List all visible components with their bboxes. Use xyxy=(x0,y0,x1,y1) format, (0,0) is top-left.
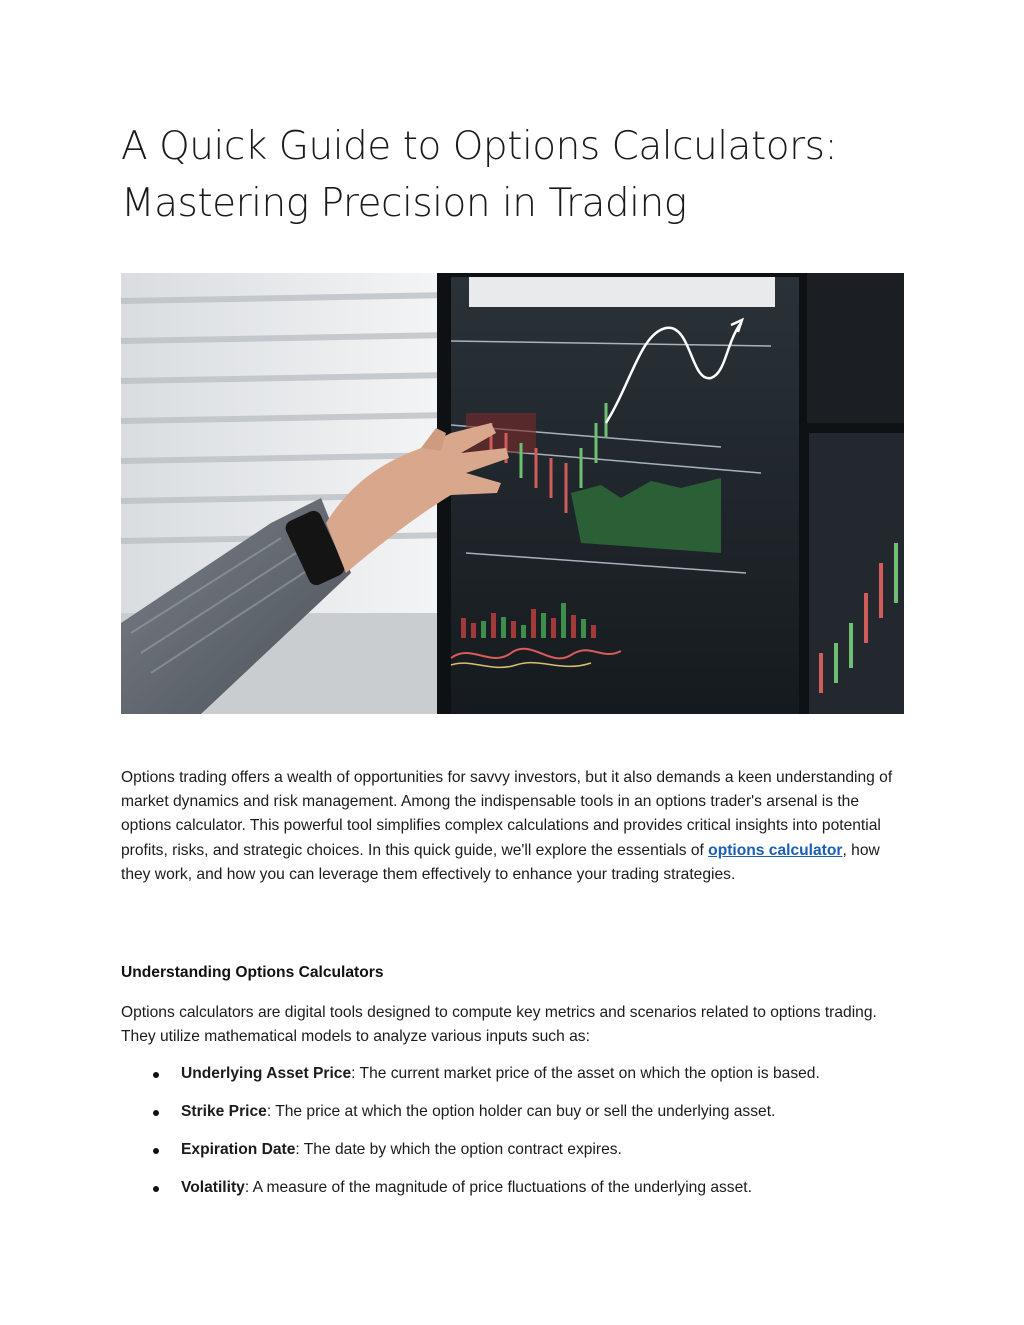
title-line-2: Mastering Precision in Trading xyxy=(121,181,687,226)
list-item-desc: : The date by which the option contract expires. xyxy=(295,1141,622,1158)
list-item-term: Strike Price xyxy=(181,1103,267,1120)
hero-image xyxy=(121,273,904,714)
list-item-term: Expiration Date xyxy=(181,1141,296,1158)
bullet-icon xyxy=(153,1072,159,1078)
intro-text-before-link: Options trading offers a wealth of opportunities for savvy investors, but it also demands a keen understanding of market dynamics and risk management. Among the indispensable tools in an options trader's arsenal is the options calculator. This powerful tool simplifies complex calculations and provides critical insights into potential profits, risks, and strategic choices. In this quick guide, we'll explore the essentials of xyxy=(121,769,893,859)
list-item xyxy=(121,1176,911,1214)
intro-paragraph xyxy=(121,766,911,887)
list-item xyxy=(121,1138,911,1176)
inputs-list xyxy=(121,1062,911,1214)
page-title xyxy=(121,118,921,232)
list-item xyxy=(121,1100,911,1138)
list-item xyxy=(121,1062,911,1100)
title-line-1: A Quick Guide to Options Calculators: xyxy=(121,124,838,169)
list-item-desc: : A measure of the magnitude of price fluctuations of the underlying asset. xyxy=(244,1179,752,1196)
list-item-desc: : The price at which the option holder can buy or sell the underlying asset. xyxy=(266,1103,776,1120)
intro-text-after-link: , how they work, and how you can leverage them effectively to enhance your trading strategies. xyxy=(121,841,880,883)
section-heading: Understanding Options Calculators xyxy=(121,964,384,981)
bullet-icon xyxy=(153,1186,159,1192)
list-item-term: Underlying Asset Price xyxy=(181,1065,352,1082)
list-item-desc: : The current market price of the asset on which the option is based. xyxy=(351,1065,820,1082)
section-paragraph: Options calculators are digital tools designed to compute key metrics and scenarios related to options trading. They utilize mathematical models to analyze various inputs such as: xyxy=(121,1004,877,1046)
list-item-term: Volatility xyxy=(181,1179,245,1196)
options-calculator-link[interactable]: options calculator xyxy=(708,841,843,859)
bullet-icon xyxy=(153,1148,159,1154)
bullet-icon xyxy=(153,1110,159,1116)
chart-photo-icon xyxy=(121,273,904,714)
